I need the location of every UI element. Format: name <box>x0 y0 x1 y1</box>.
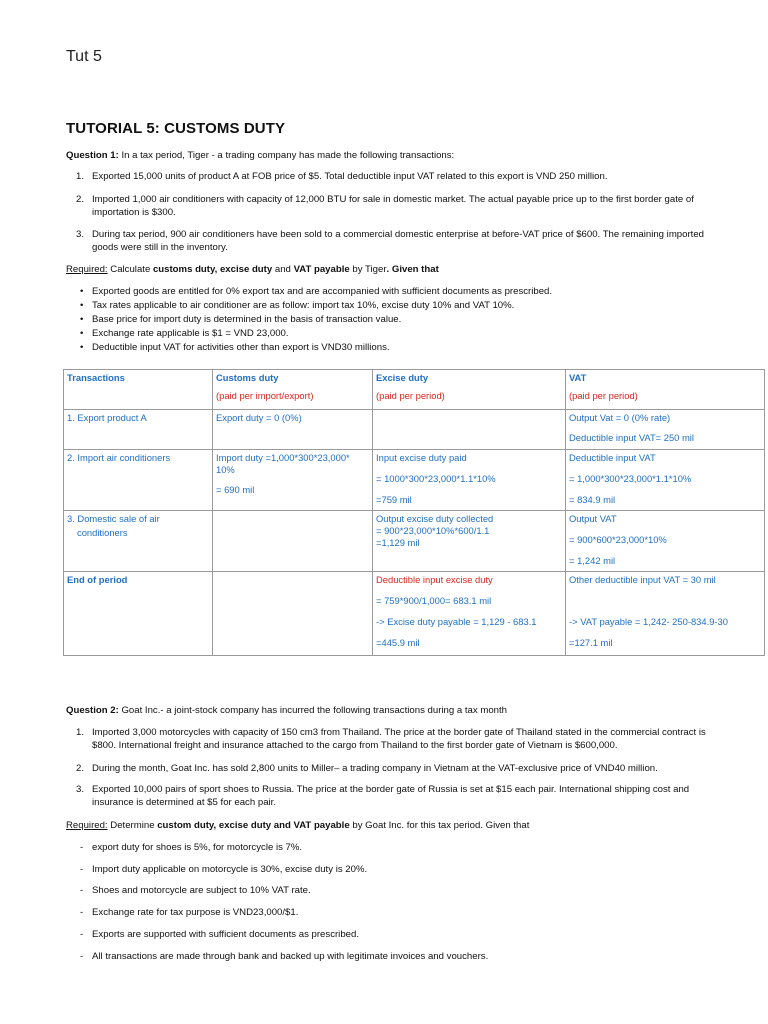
page-header: Tut 5 <box>66 48 102 65</box>
transactions-table <box>63 369 765 656</box>
q1-required: Required: Calculate customs duty, excise duty and VAT payable by Tiger. Given that <box>66 264 439 275</box>
cell-customs <box>213 572 373 656</box>
cell-vat: Deductible input VAT = 1,000*300*23,000*1.1*10% = 834.9 mil <box>566 450 765 511</box>
header-vat: VAT (paid per period) <box>566 370 765 410</box>
cell-customs: Export duty = 0 (0%) <box>213 410 373 450</box>
table-row <box>64 572 765 656</box>
cell-transaction: 2. Import air conditioners <box>64 450 213 511</box>
cell-excise <box>373 410 566 450</box>
question-1-intro <box>66 149 756 162</box>
header-customs-duty: Customs duty (paid per import/export) <box>213 370 373 410</box>
cell-excise: Deductible input excise duty = 759*900/1,000= 683.1 mil -> Excise duty payable = 1,129 - 683.1 =445.9 mil <box>373 572 566 656</box>
question-1-text: In a tax period, Tiger - a trading company has made the following transactions: <box>121 150 455 161</box>
cell-vat: Output Vat = 0 (0% rate) Deductible input VAT= 250 mil <box>566 410 765 450</box>
cell-vat: Other deductible input VAT = 30 mil -> VAT payable = 1,242- 250-834.9-30 =127.1 mil <box>566 572 765 656</box>
cell-customs: Import duty =1,000*300*23,000* 10% = 690 mil <box>213 450 373 511</box>
cell-customs <box>213 511 373 572</box>
table-row <box>64 511 765 572</box>
cell-vat: Output VAT = 900*600*23,000*10% = 1,242 mil <box>566 511 765 572</box>
question-2-intro <box>66 704 507 717</box>
question-2-text: Goat Inc.- a joint-stock company has incurred the following transactions during a tax month <box>121 705 507 716</box>
table-row <box>64 450 765 511</box>
cell-excise: Input excise duty paid = 1000*300*23,000*1.1*10% =759 mil <box>373 450 566 511</box>
table-row <box>64 410 765 450</box>
cell-transaction: 1. Export product A <box>64 410 213 450</box>
q2-required: Required: Determine custom duty, excise duty and VAT payable by Goat Inc. for this tax period. Given that <box>66 820 530 831</box>
table-header-row <box>64 370 765 410</box>
cell-transaction: End of period <box>64 572 213 656</box>
header-transactions: Transactions <box>64 370 213 410</box>
header-excise-duty: Excise duty (paid per period) <box>373 370 566 410</box>
page-title: TUTORIAL 5: CUSTOMS DUTY <box>66 120 286 137</box>
question-2-label: Question 2: <box>66 705 119 716</box>
question-1-label: Question 1: <box>66 150 119 161</box>
cell-excise: Output excise duty collected = 900*23,000*10%*600/1.1 =1,129 mil <box>373 511 566 572</box>
cell-transaction: 3. Domestic sale of air conditioners <box>64 511 213 572</box>
